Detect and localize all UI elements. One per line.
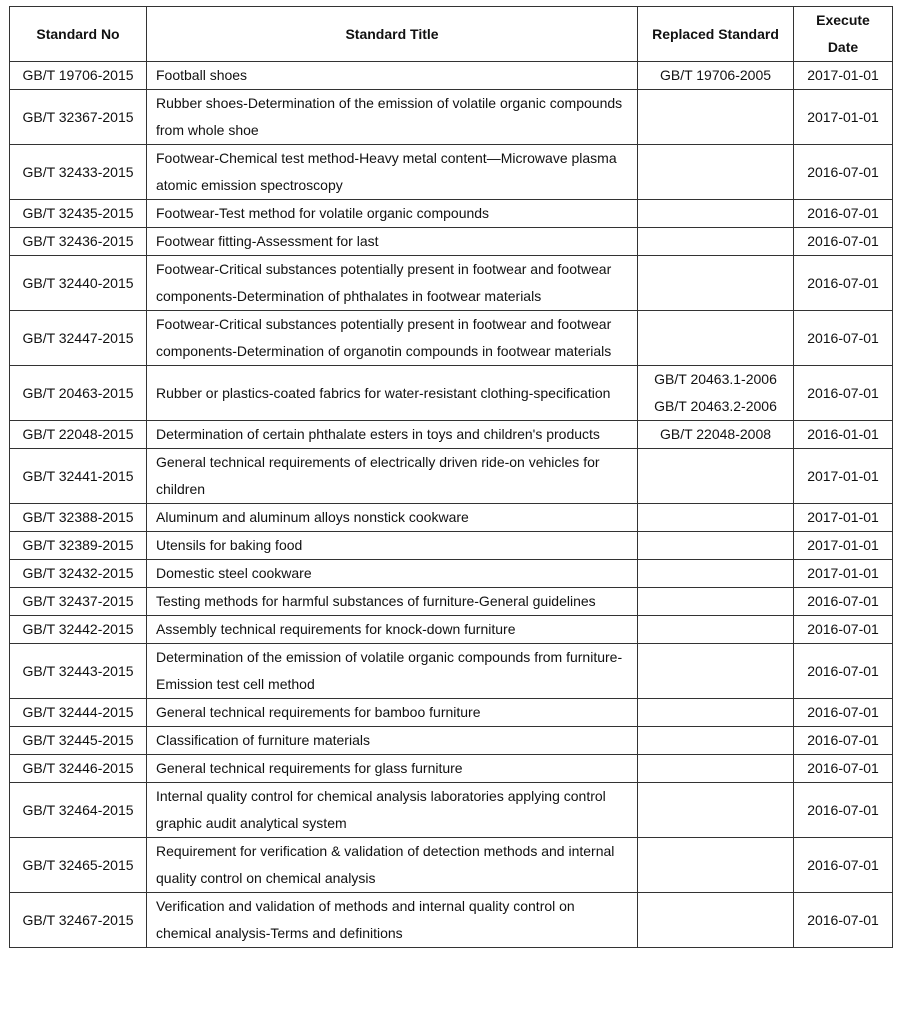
table-row bbox=[10, 228, 893, 256]
standard-no-cell: GB/T 32388-2015 bbox=[10, 504, 147, 532]
table-row bbox=[10, 311, 893, 366]
standard-no-cell: GB/T 32432-2015 bbox=[10, 560, 147, 588]
standard-no-cell: GB/T 32444-2015 bbox=[10, 699, 147, 727]
replaced-standard-cell bbox=[638, 311, 794, 366]
replaced-standard-cell bbox=[638, 200, 794, 228]
table-header bbox=[10, 7, 893, 62]
standard-title-cell: General technical requirements for glass furniture bbox=[147, 755, 638, 783]
table-row bbox=[10, 644, 893, 699]
standard-title-cell: Footwear fitting-Assessment for last bbox=[147, 228, 638, 256]
standard-title-cell: Verification and validation of methods and internal quality control on chemical analysis-Terms and definitions bbox=[147, 893, 638, 948]
standard-no-cell: GB/T 32442-2015 bbox=[10, 616, 147, 644]
table-row bbox=[10, 145, 893, 200]
standard-no-cell: GB/T 32447-2015 bbox=[10, 311, 147, 366]
header-standard-no: Standard No bbox=[10, 7, 147, 62]
execute-date-cell: 2016-07-01 bbox=[794, 699, 893, 727]
table-row bbox=[10, 449, 893, 504]
table-row bbox=[10, 838, 893, 893]
standard-no-cell: GB/T 19706-2015 bbox=[10, 62, 147, 90]
standard-no-cell: GB/T 32446-2015 bbox=[10, 755, 147, 783]
replaced-standard-cell bbox=[638, 588, 794, 616]
execute-date-cell: 2016-07-01 bbox=[794, 893, 893, 948]
standard-no-cell: GB/T 32441-2015 bbox=[10, 449, 147, 504]
standard-no-cell: GB/T 32464-2015 bbox=[10, 783, 147, 838]
execute-date-cell: 2017-01-01 bbox=[794, 504, 893, 532]
replaced-standard-cell bbox=[638, 783, 794, 838]
table-row bbox=[10, 366, 893, 421]
table-row bbox=[10, 256, 893, 311]
execute-date-cell: 2016-07-01 bbox=[794, 311, 893, 366]
table-row bbox=[10, 504, 893, 532]
execute-date-cell: 2016-07-01 bbox=[794, 783, 893, 838]
execute-date-cell: 2017-01-01 bbox=[794, 449, 893, 504]
standard-title-cell: Football shoes bbox=[147, 62, 638, 90]
header-execute-date-line1: Execute bbox=[816, 12, 870, 28]
standard-title-cell: Testing methods for harmful substances of furniture-General guidelines bbox=[147, 588, 638, 616]
header-standard-title: Standard Title bbox=[147, 7, 638, 62]
table-row bbox=[10, 560, 893, 588]
replaced-standard-cell bbox=[638, 366, 794, 421]
replaced-standard-cell bbox=[638, 504, 794, 532]
replaced-standard-cell bbox=[638, 838, 794, 893]
standard-no-cell: GB/T 32467-2015 bbox=[10, 893, 147, 948]
table-row bbox=[10, 200, 893, 228]
table-row bbox=[10, 62, 893, 90]
table-row bbox=[10, 727, 893, 755]
standard-title-cell: Footwear-Critical substances potentially present in footwear and footwear components-Determination of organotin compounds in footwear materials bbox=[147, 311, 638, 366]
standard-no-cell: GB/T 32445-2015 bbox=[10, 727, 147, 755]
execute-date-cell: 2017-01-01 bbox=[794, 62, 893, 90]
replaced-standard-cell bbox=[638, 256, 794, 311]
execute-date-cell: 2016-07-01 bbox=[794, 588, 893, 616]
standard-no-cell: GB/T 20463-2015 bbox=[10, 366, 147, 421]
table-row bbox=[10, 588, 893, 616]
standard-title-cell: Utensils for baking food bbox=[147, 532, 638, 560]
execute-date-cell: 2017-01-01 bbox=[794, 90, 893, 145]
standard-no-cell: GB/T 32433-2015 bbox=[10, 145, 147, 200]
standard-no-cell: GB/T 32465-2015 bbox=[10, 838, 147, 893]
standard-no-cell: GB/T 22048-2015 bbox=[10, 421, 147, 449]
standard-title-cell: Classification of furniture materials bbox=[147, 727, 638, 755]
execute-date-cell: 2016-07-01 bbox=[794, 200, 893, 228]
header-replaced-standard: Replaced Standard bbox=[638, 7, 794, 62]
replaced-standard-cell bbox=[638, 449, 794, 504]
replaced-standard-cell bbox=[638, 755, 794, 783]
standard-title-cell: Determination of the emission of volatile organic compounds from furniture-Emission test cell method bbox=[147, 644, 638, 699]
execute-date-cell: 2016-07-01 bbox=[794, 838, 893, 893]
standard-title-cell: Determination of certain phthalate esters in toys and children's products bbox=[147, 421, 638, 449]
execute-date-cell: 2017-01-01 bbox=[794, 560, 893, 588]
replaced-standard-value: GB/T 22048-2008 bbox=[659, 426, 772, 442]
execute-date-cell: 2016-01-01 bbox=[794, 421, 893, 449]
standard-title-cell: General technical requirements for bamboo furniture bbox=[147, 699, 638, 727]
execute-date-cell: 2016-07-01 bbox=[794, 366, 893, 421]
replaced-standard-cell bbox=[638, 644, 794, 699]
replaced-standard-value: GB/T 19706-2005 bbox=[659, 67, 772, 83]
replaced-standard-cell bbox=[638, 421, 794, 449]
replaced-standard-cell bbox=[638, 145, 794, 200]
standard-no-cell: GB/T 32436-2015 bbox=[10, 228, 147, 256]
replaced-standard-cell bbox=[638, 532, 794, 560]
standard-title-cell: Assembly technical requirements for knock-down furniture bbox=[147, 616, 638, 644]
table-row bbox=[10, 783, 893, 838]
table-row bbox=[10, 90, 893, 145]
standard-no-cell: GB/T 32437-2015 bbox=[10, 588, 147, 616]
execute-date-cell: 2016-07-01 bbox=[794, 145, 893, 200]
standard-no-cell: GB/T 32389-2015 bbox=[10, 532, 147, 560]
execute-date-cell: 2016-07-01 bbox=[794, 644, 893, 699]
standard-no-cell: GB/T 32440-2015 bbox=[10, 256, 147, 311]
standard-no-cell: GB/T 32443-2015 bbox=[10, 644, 147, 699]
table-row bbox=[10, 755, 893, 783]
standard-no-cell: GB/T 32367-2015 bbox=[10, 90, 147, 145]
header-execute-date bbox=[794, 7, 893, 62]
execute-date-cell: 2017-01-01 bbox=[794, 532, 893, 560]
execute-date-cell: 2016-07-01 bbox=[794, 727, 893, 755]
replaced-standard-cell bbox=[638, 228, 794, 256]
replaced-standard-cell bbox=[638, 616, 794, 644]
standard-title-cell: Requirement for verification & validation of detection methods and internal quality control on chemical analysis bbox=[147, 838, 638, 893]
execute-date-cell: 2016-07-01 bbox=[794, 616, 893, 644]
replaced-standard-value: GB/T 20463.1-2006 bbox=[654, 371, 777, 387]
table-row bbox=[10, 699, 893, 727]
header-row bbox=[10, 7, 893, 62]
standard-title-cell: Aluminum and aluminum alloys nonstick cookware bbox=[147, 504, 638, 532]
replaced-standard-cell bbox=[638, 90, 794, 145]
standard-title-cell: Footwear-Test method for volatile organic compounds bbox=[147, 200, 638, 228]
replaced-standard-cell bbox=[638, 699, 794, 727]
table-body bbox=[10, 62, 893, 948]
replaced-standard-cell bbox=[638, 62, 794, 90]
replaced-standard-cell bbox=[638, 727, 794, 755]
table-row bbox=[10, 616, 893, 644]
execute-date-cell: 2016-07-01 bbox=[794, 228, 893, 256]
execute-date-cell: 2016-07-01 bbox=[794, 256, 893, 311]
standard-title-cell: Rubber or plastics-coated fabrics for water-resistant clothing-specification bbox=[147, 366, 638, 421]
replaced-standard-cell bbox=[638, 893, 794, 948]
standard-title-cell: Footwear-Critical substances potentially present in footwear and footwear components-Determination of phthalates in footwear materials bbox=[147, 256, 638, 311]
replaced-standard-value: GB/T 20463.2-2006 bbox=[654, 398, 777, 414]
standard-title-cell: Footwear-Chemical test method-Heavy metal content—Microwave plasma atomic emission spectroscopy bbox=[147, 145, 638, 200]
standard-title-cell: Rubber shoes-Determination of the emission of volatile organic compounds from whole shoe bbox=[147, 90, 638, 145]
header-execute-date-line2: Date bbox=[827, 39, 859, 55]
replaced-standard-cell bbox=[638, 560, 794, 588]
table-row bbox=[10, 421, 893, 449]
standard-title-cell: Internal quality control for chemical analysis laboratories applying control graphic audit analytical system bbox=[147, 783, 638, 838]
standard-title-cell: General technical requirements of electrically driven ride-on vehicles for children bbox=[147, 449, 638, 504]
table-row bbox=[10, 893, 893, 948]
standard-title-cell: Domestic steel cookware bbox=[147, 560, 638, 588]
execute-date-cell: 2016-07-01 bbox=[794, 755, 893, 783]
table-row bbox=[10, 532, 893, 560]
standards-table bbox=[9, 6, 893, 948]
standard-no-cell: GB/T 32435-2015 bbox=[10, 200, 147, 228]
